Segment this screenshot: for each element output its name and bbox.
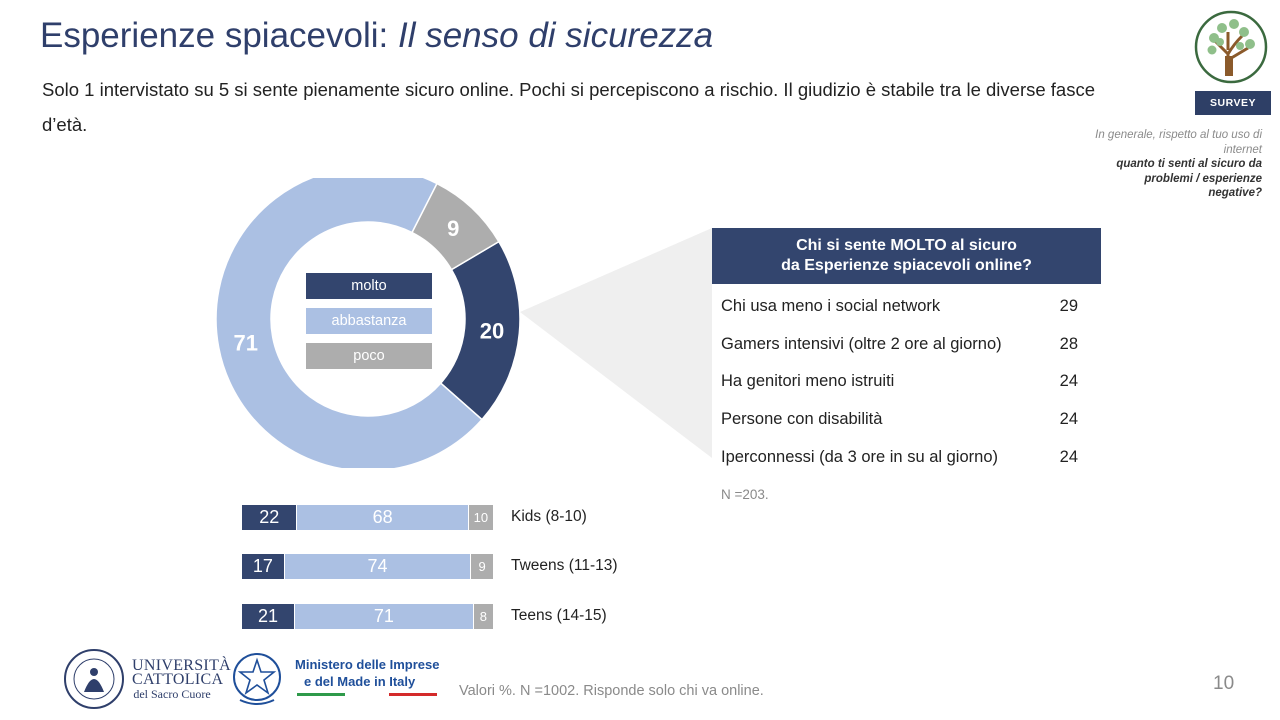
tree-logo-icon bbox=[1194, 10, 1268, 84]
donut-label-poco: 9 bbox=[447, 216, 460, 242]
bar-segment-molto: 21 bbox=[242, 604, 294, 629]
callout-sample-note: N =203. bbox=[721, 487, 769, 502]
mimit-flag-lines bbox=[297, 692, 437, 698]
age-label-tweens: Tweens (11-13) bbox=[511, 557, 618, 574]
mimit-line1: Ministero delle Imprese bbox=[295, 657, 440, 672]
survey-question bbox=[1090, 128, 1262, 201]
donut-label-molto: 20 bbox=[479, 318, 505, 344]
page-title bbox=[40, 16, 713, 56]
callout-row-value: 24 bbox=[1059, 410, 1078, 428]
survey-badge: SURVEY bbox=[1195, 91, 1271, 115]
callout-header-line2: da Esperienze spiacevoli online? bbox=[781, 257, 1032, 274]
bar-segment-molto: 17 bbox=[242, 554, 284, 579]
footer-note: Valori %. N =1002. Risponde solo chi va online. bbox=[459, 683, 764, 699]
legend-poco: poco bbox=[306, 343, 432, 369]
bar-segment-molto: 22 bbox=[242, 505, 296, 530]
mimit-line2: e del Made in Italy bbox=[304, 674, 416, 689]
age-label-kids: Kids (8-10) bbox=[511, 508, 587, 525]
callout-wedge bbox=[520, 228, 712, 458]
callout-row-label: Persone con disabilità bbox=[721, 410, 883, 428]
callout-header-line1: Chi si sente MOLTO al sicuro bbox=[796, 237, 1017, 254]
bar-segment-abbastanza: 71 bbox=[295, 604, 473, 629]
question-text: quanto ti senti al sicuro da problemi / esperienze negative? bbox=[1116, 158, 1262, 199]
callout-row-label: Ha genitori meno istruiti bbox=[721, 372, 895, 390]
question-intro: In generale, rispetto al tuo uso di internet bbox=[1095, 129, 1262, 156]
legend-abbastanza: abbastanza bbox=[306, 308, 432, 334]
ucsc-logo-text bbox=[132, 657, 231, 701]
title-main: Esperienze spiacevoli: bbox=[40, 16, 389, 55]
callout-row-value: 24 bbox=[1059, 448, 1078, 466]
ucsc-line1: UNIVERSITÀ bbox=[132, 657, 231, 674]
title-italic: Il senso di sicurezza bbox=[397, 16, 714, 55]
ucsc-line3: del Sacro Cuore bbox=[133, 687, 211, 701]
donut-label-abbastanza: 71 bbox=[233, 330, 258, 356]
bar-segment-poco: 9 bbox=[471, 554, 493, 579]
ucsc-line2: CATTOLICA bbox=[132, 671, 224, 688]
ucsc-seal-icon bbox=[60, 648, 128, 710]
callout-row-label: Iperconnessi (da 3 ore in su al giorno) bbox=[721, 448, 998, 466]
page-number: 10 bbox=[1213, 673, 1235, 694]
callout-row-label: Chi usa meno i social network bbox=[721, 297, 941, 315]
callout-row-value: 24 bbox=[1059, 372, 1078, 390]
callout-header bbox=[712, 228, 1101, 284]
bar-segment-abbastanza: 74 bbox=[285, 554, 470, 579]
mimit-logo-text bbox=[295, 656, 440, 690]
legend-molto: molto bbox=[306, 273, 432, 299]
callout-row-value: 28 bbox=[1059, 335, 1078, 353]
callout-row-label: Gamers intensivi (oltre 2 ore al giorno) bbox=[721, 335, 1002, 353]
bar-segment-abbastanza: 68 bbox=[297, 505, 467, 530]
bar-segment-poco: 10 bbox=[469, 505, 493, 530]
age-label-teens: Teens (14-15) bbox=[511, 607, 607, 624]
bar-segment-poco: 8 bbox=[474, 604, 493, 629]
subtitle: Solo 1 intervistato su 5 si sente pienamente sicuro online. Pochi si percepiscono a rischio. Il giudizio è stabile tra le diverse fasce d’età. bbox=[42, 79, 1096, 135]
italian-emblem-icon bbox=[230, 650, 284, 708]
callout-row-value: 29 bbox=[1059, 297, 1078, 315]
